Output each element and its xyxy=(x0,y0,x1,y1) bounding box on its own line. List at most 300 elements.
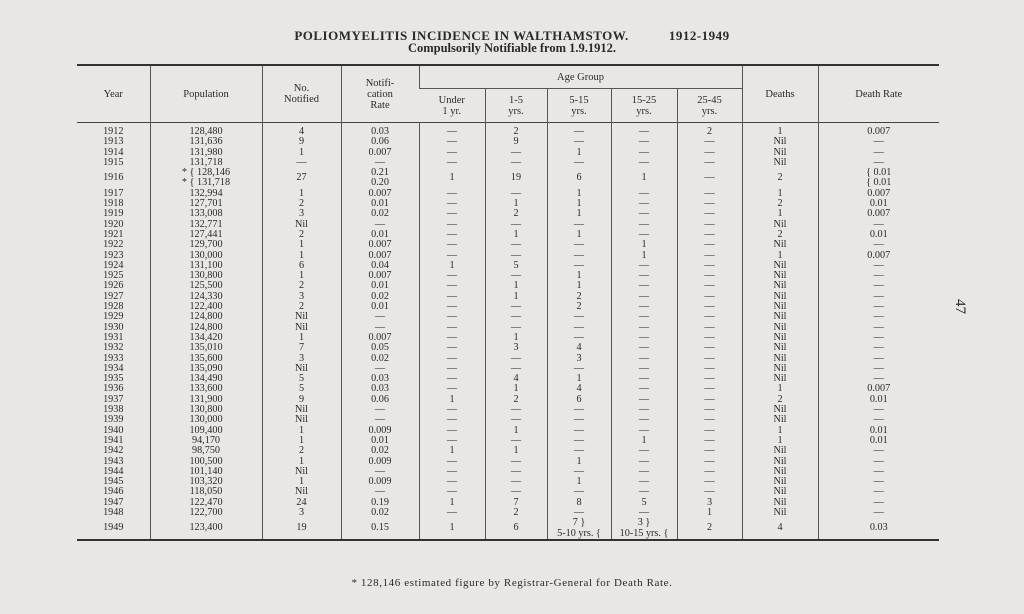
cell-rate: — xyxy=(341,467,419,477)
page-subtitle: Compulsorily Notifiable from 1.9.1912. xyxy=(407,41,617,55)
cell-a15: — xyxy=(611,384,677,394)
cell-rate: 0.03 xyxy=(341,384,419,394)
cell-deaths: 1 xyxy=(742,209,818,219)
cell-pop: 94,170 xyxy=(150,436,262,446)
cell-year: 1916 xyxy=(103,172,124,184)
cell-a15: — xyxy=(611,467,677,477)
cell-pop: 131,636 xyxy=(150,137,262,147)
cell-no: 1 xyxy=(262,436,341,446)
cell-a15: — xyxy=(611,364,677,374)
cell-dr: — xyxy=(818,158,939,168)
cell-a15: 1 xyxy=(611,436,677,446)
cell-u1: — xyxy=(419,137,485,147)
cell-a5: — xyxy=(547,333,611,343)
cell-year: 1944 xyxy=(103,465,124,477)
cell-a1: 3 xyxy=(485,343,547,353)
cell-dr: — xyxy=(818,137,939,147)
cell-pop: 130,800 xyxy=(150,271,262,281)
cell-year: 1923 xyxy=(103,249,124,261)
cell-a5: 1 xyxy=(547,189,611,199)
cell-no: 9 xyxy=(262,137,341,147)
cell-no: 2 xyxy=(262,446,341,456)
cell-a15: — xyxy=(611,220,677,230)
cell-deaths: Nil xyxy=(742,498,818,508)
cell-pop: 122,400 xyxy=(150,302,262,312)
cell-a25: — xyxy=(677,137,742,147)
cell-deaths: 1 xyxy=(742,123,818,138)
cell-a25: 3 xyxy=(677,498,742,508)
cell-no: Nil xyxy=(262,220,341,230)
cell-a5: 1 xyxy=(547,457,611,467)
cell-dr: — xyxy=(818,271,939,281)
col-age-group: Age Group xyxy=(419,65,742,89)
cell-no: 1 xyxy=(262,148,341,158)
cell-year: 1928 xyxy=(103,301,124,313)
cell-dr: 0.01 xyxy=(818,436,939,446)
cell-no: Nil xyxy=(262,364,341,374)
cell-a25: — xyxy=(677,261,742,271)
cell-no: 1 xyxy=(262,271,341,281)
cell-u1: — xyxy=(419,271,485,281)
cell-a15: — xyxy=(611,446,677,456)
cell-deaths: Nil xyxy=(742,240,818,250)
cell-a15: — xyxy=(611,123,677,138)
cell-u1: — xyxy=(419,148,485,158)
cell-deaths: Nil xyxy=(742,487,818,497)
cell-pop: 135,010 xyxy=(150,343,262,353)
cell-a1: 7 xyxy=(485,498,547,508)
cell-a15: 1 xyxy=(611,251,677,261)
cell-a25: — xyxy=(677,446,742,456)
cell-dr: — xyxy=(818,343,939,353)
cell-u1: — xyxy=(419,323,485,333)
cell-a25: — xyxy=(677,158,742,168)
cell-a15: — xyxy=(611,271,677,281)
cell-pop: 131,980 xyxy=(150,148,262,158)
cell-no: 24 xyxy=(262,498,341,508)
cell-a1: 19 xyxy=(485,168,547,189)
cell-u1: — xyxy=(419,123,485,138)
cell-a5: — xyxy=(547,261,611,271)
cell-no: Nil xyxy=(262,467,341,477)
cell-rate: — xyxy=(341,312,419,322)
cell-dr: — xyxy=(818,333,939,343)
cell-rate: 0.009 xyxy=(341,457,419,467)
cell-rate: 0.01 xyxy=(341,436,419,446)
cell-rate: 0.01 xyxy=(341,199,419,209)
cell-year: 1945 xyxy=(103,476,124,488)
cell-deaths: Nil xyxy=(742,220,818,230)
cell-u1: — xyxy=(419,343,485,353)
cell-deaths: Nil xyxy=(742,405,818,415)
cell-a15: — xyxy=(611,281,677,291)
cell-year: 1926 xyxy=(103,280,124,292)
cell-a1: — xyxy=(485,467,547,477)
cell-a15: — xyxy=(611,426,677,436)
table-header xyxy=(77,65,939,123)
cell-rate: 0.009 xyxy=(341,477,419,487)
cell-pop: 127,701 xyxy=(150,199,262,209)
cell-a1: — xyxy=(485,189,547,199)
cell-deaths: Nil xyxy=(742,415,818,425)
cell-a25: — xyxy=(677,405,742,415)
cell-deaths: Nil xyxy=(742,374,818,384)
cell-no: 19 xyxy=(262,518,341,540)
cell-pop: 123,400 xyxy=(150,518,262,540)
col-1-5: 1-5 yrs. xyxy=(485,89,547,123)
cell-u1: — xyxy=(419,415,485,425)
col-population: Population xyxy=(150,65,262,123)
cell-u1: — xyxy=(419,384,485,394)
cell-pop: 135,090 xyxy=(150,364,262,374)
cell-year: 1917 xyxy=(103,187,124,199)
cell-a25: — xyxy=(677,230,742,240)
cell-deaths: 4 xyxy=(742,518,818,540)
cell-a15: — xyxy=(611,292,677,302)
cell-a5: — xyxy=(547,508,611,518)
cell-rate: 0.05 xyxy=(341,343,419,353)
title-years: 1912-1949 xyxy=(668,28,730,43)
cell-a5: 2 xyxy=(547,292,611,302)
cell-a25: — xyxy=(677,168,742,189)
cell-deaths: Nil xyxy=(742,354,818,364)
cell-no: 27 xyxy=(262,168,341,189)
cell-a1: 1 xyxy=(485,199,547,209)
cell-deaths: 2 xyxy=(742,199,818,209)
cell-dr: — xyxy=(818,508,939,518)
cell-deaths: 2 xyxy=(742,168,818,189)
cell-year: 1929 xyxy=(103,311,124,323)
cell-deaths: Nil xyxy=(742,312,818,322)
cell-u1: — xyxy=(419,426,485,436)
cell-a25: — xyxy=(677,240,742,250)
cell-rate: 0.02 xyxy=(341,354,419,364)
cell-a1: 1 xyxy=(485,333,547,343)
cell-deaths: Nil xyxy=(742,333,818,343)
cell-no: Nil xyxy=(262,487,341,497)
cell-dr: — xyxy=(818,302,939,312)
cell-pop: 130,000 xyxy=(150,251,262,261)
cell-a25: — xyxy=(677,148,742,158)
cell-a25: — xyxy=(677,189,742,199)
table-row xyxy=(77,123,939,138)
cell-rate: 0.007 xyxy=(341,189,419,199)
col-15-25: 15-25 yrs. xyxy=(611,89,677,123)
cell-a15: — xyxy=(611,487,677,497)
cell-dr: — xyxy=(818,148,939,158)
cell-deaths: Nil xyxy=(742,446,818,456)
cell-year: 1927 xyxy=(103,290,124,302)
cell-dr: — xyxy=(818,374,939,384)
cell-u1: — xyxy=(419,292,485,302)
cell-a5: 1 xyxy=(547,281,611,291)
cell-rate: — xyxy=(341,158,419,168)
cell-no: 2 xyxy=(262,199,341,209)
cell-deaths: Nil xyxy=(742,292,818,302)
cell-year: 1921 xyxy=(103,228,124,240)
cell-a15: — xyxy=(611,302,677,312)
cell-a5: — xyxy=(547,405,611,415)
cell-u1: — xyxy=(419,251,485,261)
col-under1: Under 1 yr. xyxy=(438,94,465,117)
cell-u1: — xyxy=(419,240,485,250)
cell-a5: 6 xyxy=(547,168,611,189)
cell-rate: 0.01 xyxy=(341,281,419,291)
cell-year: 1949 xyxy=(103,522,124,534)
cell-no: 2 xyxy=(262,230,341,240)
cell-a5: — xyxy=(547,240,611,250)
cell-rate: — xyxy=(341,487,419,497)
cell-a1: 6 xyxy=(485,518,547,540)
cell-a1: 2 xyxy=(485,508,547,518)
cell-u1: 1 xyxy=(419,498,485,508)
cell-year: 1932 xyxy=(103,342,124,354)
cell-a25: — xyxy=(677,220,742,230)
cell-pop: 124,800 xyxy=(150,312,262,322)
cell-a25: — xyxy=(677,251,742,261)
cell-a5: — xyxy=(547,415,611,425)
cell-dr: — xyxy=(818,312,939,322)
cell-dr: { 0.01 { 0.01 xyxy=(818,168,939,189)
cell-year: 1939 xyxy=(103,414,124,426)
cell-rate: 0.15 xyxy=(341,518,419,540)
cell-deaths: Nil xyxy=(742,271,818,281)
cell-u1: — xyxy=(419,333,485,343)
cell-no: 1 xyxy=(262,240,341,250)
cell-a25: — xyxy=(677,312,742,322)
cell-a15: — xyxy=(611,333,677,343)
cell-u1: — xyxy=(419,199,485,209)
cell-pop: 132,994 xyxy=(150,189,262,199)
cell-u1: — xyxy=(419,508,485,518)
cell-dr: 0.007 xyxy=(818,189,939,199)
cell-pop: 101,140 xyxy=(150,467,262,477)
cell-u1: — xyxy=(419,281,485,291)
cell-deaths: Nil xyxy=(742,457,818,467)
cell-a1: 2 xyxy=(485,209,547,219)
cell-deaths: Nil xyxy=(742,343,818,353)
cell-a15: — xyxy=(611,343,677,353)
cell-a1: — xyxy=(485,148,547,158)
col-death-rate: Death Rate xyxy=(818,65,939,123)
cell-rate: — xyxy=(341,220,419,230)
col-rate: Notifi- cation Rate xyxy=(341,65,419,123)
cell-rate: 0.03 xyxy=(341,123,419,138)
cell-a15: — xyxy=(611,374,677,384)
polio-table xyxy=(77,64,939,541)
cell-rate: 0.007 xyxy=(341,240,419,250)
cell-deaths: Nil xyxy=(742,137,818,147)
cell-a5: — xyxy=(547,137,611,147)
cell-a25: — xyxy=(677,281,742,291)
cell-rate: — xyxy=(341,405,419,415)
cell-a25: 1 xyxy=(677,508,742,518)
cell-pop: 125,500 xyxy=(150,281,262,291)
cell-no: 7 xyxy=(262,343,341,353)
cell-no: — xyxy=(262,158,341,168)
cell-rate: 0.02 xyxy=(341,508,419,518)
cell-dr: 0.007 xyxy=(818,123,939,138)
cell-dr: — xyxy=(818,261,939,271)
cell-year: 1936 xyxy=(103,383,124,395)
cell-dr: — xyxy=(818,354,939,364)
cell-a1: 1 xyxy=(485,230,547,240)
cell-a5: — xyxy=(547,251,611,261)
cell-dr: — xyxy=(818,487,939,497)
cell-dr: 0.01 xyxy=(818,395,939,405)
cell-no: 1 xyxy=(262,189,341,199)
cell-no: 3 xyxy=(262,508,341,518)
cell-a15: — xyxy=(611,395,677,405)
cell-u1: — xyxy=(419,220,485,230)
cell-a15: — xyxy=(611,189,677,199)
cell-u1: — xyxy=(419,209,485,219)
cell-a5: — xyxy=(547,123,611,138)
cell-a1: — xyxy=(485,415,547,425)
cell-no: 3 xyxy=(262,292,341,302)
footnote: * 128,146 estimated figure by Registrar-General for Death Rate. xyxy=(351,577,673,589)
cell-pop: 134,420 xyxy=(150,333,262,343)
cell-rate: 0.007 xyxy=(341,333,419,343)
cell-year: 1914 xyxy=(103,146,124,158)
cell-deaths: Nil xyxy=(742,148,818,158)
cell-year: 1935 xyxy=(103,373,124,385)
cell-a1: — xyxy=(485,302,547,312)
cell-no: 2 xyxy=(262,302,341,312)
cell-year: 1919 xyxy=(103,208,124,220)
cell-deaths: Nil xyxy=(742,477,818,487)
cell-a15: — xyxy=(611,354,677,364)
cell-a25: — xyxy=(677,436,742,446)
cell-rate: 0.02 xyxy=(341,292,419,302)
cell-deaths: 2 xyxy=(742,395,818,405)
cell-year: 1924 xyxy=(103,259,124,271)
cell-a5: — xyxy=(547,323,611,333)
cell-a25: — xyxy=(677,199,742,209)
cell-u1: 1 xyxy=(419,395,485,405)
cell-a15: — xyxy=(611,405,677,415)
cell-deaths: 1 xyxy=(742,426,818,436)
cell-no: Nil xyxy=(262,415,341,425)
cell-rate: 0.06 xyxy=(341,395,419,405)
cell-rate: — xyxy=(341,415,419,425)
cell-pop: 132,771 xyxy=(150,220,262,230)
cell-pop: 130,800 xyxy=(150,405,262,415)
cell-a5: — xyxy=(547,426,611,436)
cell-deaths: Nil xyxy=(742,281,818,291)
cell-a1: — xyxy=(485,457,547,467)
cell-pop: 122,700 xyxy=(150,508,262,518)
cell-no: 1 xyxy=(262,333,341,343)
cell-pop: 130,000 xyxy=(150,415,262,425)
cell-pop: 124,800 xyxy=(150,323,262,333)
cell-u1: — xyxy=(419,457,485,467)
cell-a15: — xyxy=(611,148,677,158)
cell-u1: — xyxy=(419,312,485,322)
cell-a5: — xyxy=(547,220,611,230)
cell-pop: 133,600 xyxy=(150,384,262,394)
cell-deaths: 1 xyxy=(742,189,818,199)
cell-a1: — xyxy=(485,354,547,364)
cell-pop: 129,700 xyxy=(150,240,262,250)
col-year: Year xyxy=(103,88,123,100)
cell-rate: 0.06 xyxy=(341,137,419,147)
title-text: POLIOMYELITIS INCIDENCE IN WALTHAMSTOW. xyxy=(294,28,629,43)
cell-a5: — xyxy=(547,436,611,446)
cell-deaths: Nil xyxy=(742,261,818,271)
cell-u1: — xyxy=(419,405,485,415)
cell-year: 1942 xyxy=(103,445,124,457)
cell-a1: 1 xyxy=(485,446,547,456)
cell-a25: 2 xyxy=(677,518,742,540)
cell-a1: — xyxy=(485,251,547,261)
cell-pop: 103,320 xyxy=(150,477,262,487)
cell-a5: 1 xyxy=(547,148,611,158)
cell-a1: 5 xyxy=(485,261,547,271)
cell-no: 2 xyxy=(262,281,341,291)
cell-a5: 6 xyxy=(547,395,611,405)
cell-a1: — xyxy=(485,220,547,230)
cell-dr: — xyxy=(818,240,939,250)
cell-a15: 5 xyxy=(611,498,677,508)
cell-a1: — xyxy=(485,487,547,497)
cell-a15: — xyxy=(611,230,677,240)
cell-a25: — xyxy=(677,302,742,312)
cell-dr: 0.01 xyxy=(818,426,939,436)
cell-a15: — xyxy=(611,323,677,333)
cell-a15: — xyxy=(611,415,677,425)
cell-a5: 2 xyxy=(547,302,611,312)
cell-a5: 1 xyxy=(547,271,611,281)
col-5-15: 5-15 yrs. xyxy=(547,89,611,123)
cell-a25: — xyxy=(677,271,742,281)
cell-a15: — xyxy=(611,137,677,147)
cell-dr: — xyxy=(818,281,939,291)
cell-a5: 4 xyxy=(547,343,611,353)
cell-year: 1920 xyxy=(103,218,124,230)
cell-a25: — xyxy=(677,354,742,364)
cell-u1: 1 xyxy=(419,446,485,456)
cell-a15: — xyxy=(611,261,677,271)
cell-deaths: Nil xyxy=(742,508,818,518)
table-row xyxy=(77,518,939,540)
cell-u1: — xyxy=(419,467,485,477)
cell-pop: 133,008 xyxy=(150,209,262,219)
cell-dr: 0.01 xyxy=(818,230,939,240)
cell-a5: — xyxy=(547,446,611,456)
cell-dr: 0.03 xyxy=(818,518,939,540)
cell-deaths: 2 xyxy=(742,230,818,240)
cell-rate: 0.007 xyxy=(341,251,419,261)
cell-a25: — xyxy=(677,487,742,497)
cell-u1: — xyxy=(419,364,485,374)
cell-a15: 3 } 10-15 yrs. { xyxy=(611,518,677,540)
cell-rate: 0.007 xyxy=(341,271,419,281)
cell-a5: 1 xyxy=(547,199,611,209)
cell-a5: 7 } 5-10 yrs. { xyxy=(547,518,611,540)
cell-a1: 9 xyxy=(485,137,547,147)
cell-dr: — xyxy=(818,498,939,508)
cell-year: 1930 xyxy=(103,321,124,333)
cell-pop: 122,470 xyxy=(150,498,262,508)
cell-no: 1 xyxy=(262,426,341,436)
cell-a25: — xyxy=(677,415,742,425)
cell-dr: — xyxy=(818,292,939,302)
cell-a1: — xyxy=(485,405,547,415)
cell-year: 1941 xyxy=(103,434,124,446)
cell-pop: 131,900 xyxy=(150,395,262,405)
cell-rate: 0.02 xyxy=(341,446,419,456)
